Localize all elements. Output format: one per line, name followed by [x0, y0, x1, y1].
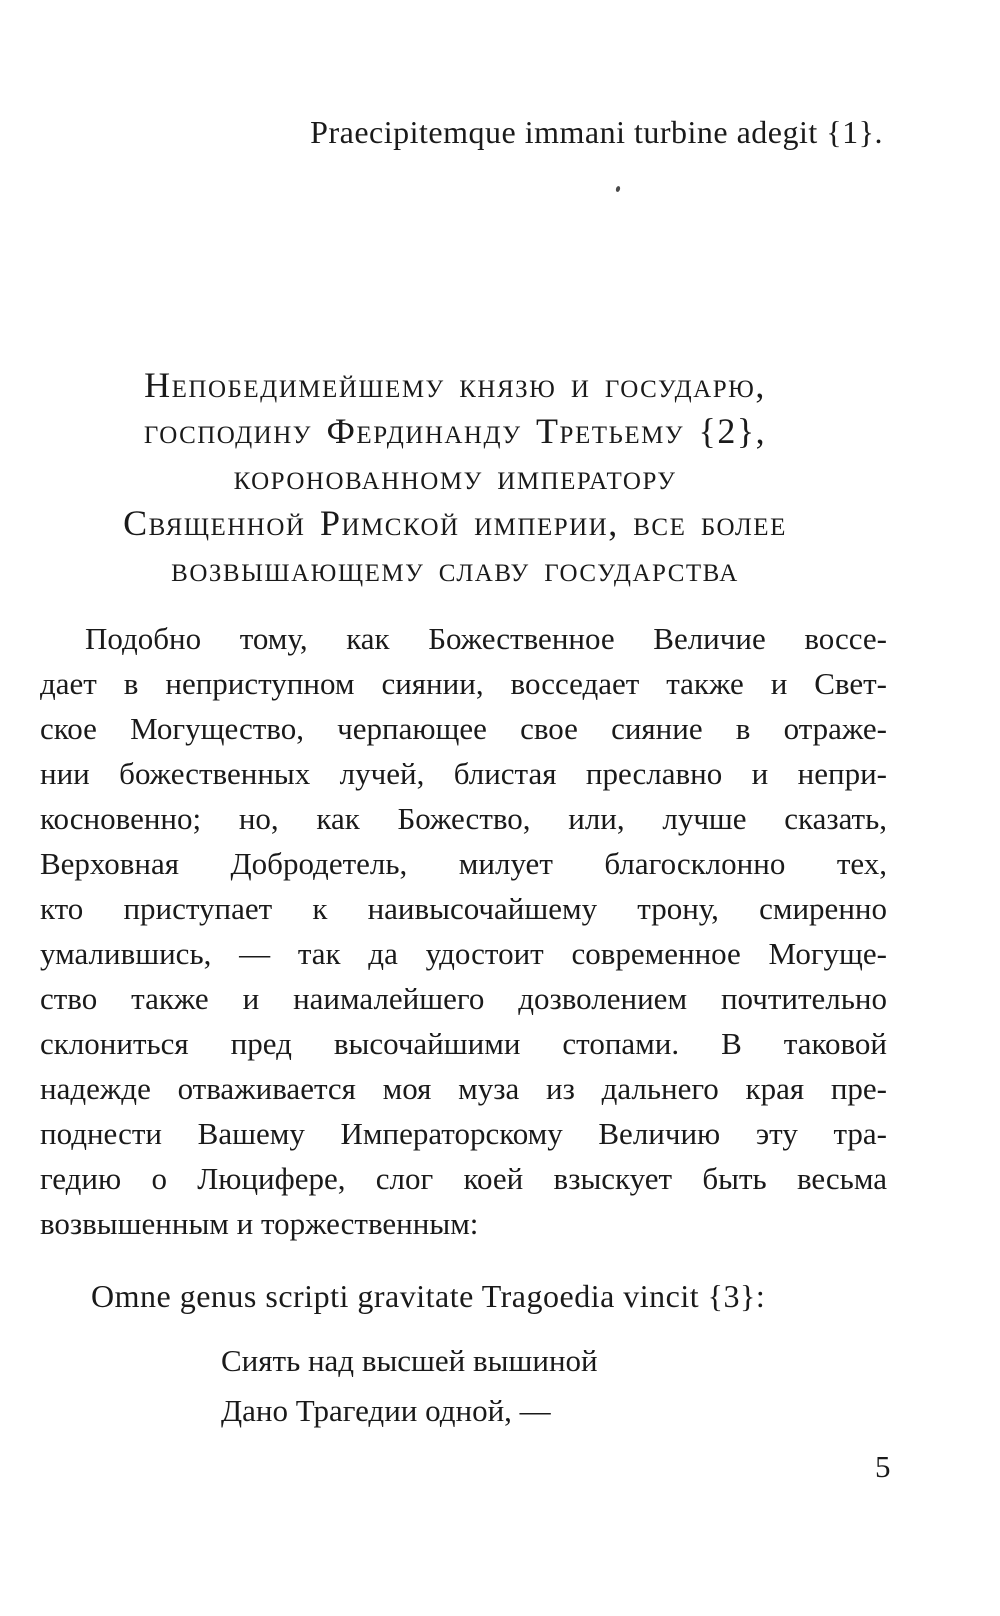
dedication-heading-line: Священной Римской империи, все более	[123, 503, 787, 543]
body-text-line: гедию о Люцифере, слог коей взыскует быть весьма	[40, 1161, 887, 1196]
body-text-line: Верховная Добродетель, милует благосклонно тех,	[40, 846, 887, 881]
body-text-line: косновенно; но, как Божество, или, лучше сказать,	[40, 801, 887, 836]
verse-couplet	[221, 1336, 598, 1436]
body-text-line: поднести Вашему Императорскому Величию эту тра-	[40, 1116, 887, 1151]
latin-epigraph: Praecipitemque immani turbine adegit {1}.	[310, 114, 883, 150]
page-number: 5	[875, 1449, 891, 1484]
dedication-heading-line: господину Фердинанду Третьему {2},	[143, 411, 767, 451]
verse-line: Дано Трагедии одной, —	[221, 1393, 551, 1428]
body-text-line: ство также и наималейшего дозволением почтительно	[40, 981, 887, 1016]
body-text-line: ское Могущество, черпающее свое сияние в отраже-	[40, 711, 887, 746]
dedication-body-paragraph	[40, 616, 887, 1246]
body-text-line: возвышенным и торжественным:	[40, 1206, 479, 1241]
body-text-line: нии божественных лучей, блистая преславно и непри-	[40, 756, 887, 791]
dedication-heading	[40, 362, 870, 592]
body-text-line: надежде отваживается моя муза из дальнего края пре-	[40, 1071, 887, 1106]
scan-speck	[615, 186, 621, 193]
dedication-heading-line: Непобедимейшему князю и государю,	[144, 365, 766, 405]
verse-line: Сиять над высшей вышиной	[221, 1343, 598, 1378]
dedication-heading-line: коронованному императору	[233, 457, 677, 497]
latin-quote: Omne genus scripti gravitate Tragoedia vincit {3}:	[91, 1278, 766, 1314]
body-text-line: Подобно тому, как Божественное Величие воссе-	[85, 621, 887, 656]
dedication-heading-line: возвышающему славу государства	[171, 549, 739, 589]
body-text-line: умалившись, — так да удостоит современное Могуще-	[40, 936, 887, 971]
body-text-line: склониться пред высочайшими стопами. В таковой	[40, 1026, 887, 1061]
body-text-line: кто приступает к наивысочайшему трону, смиренно	[40, 891, 887, 926]
body-text-line: дает в неприступном сиянии, восседает также и Свет-	[40, 666, 887, 701]
